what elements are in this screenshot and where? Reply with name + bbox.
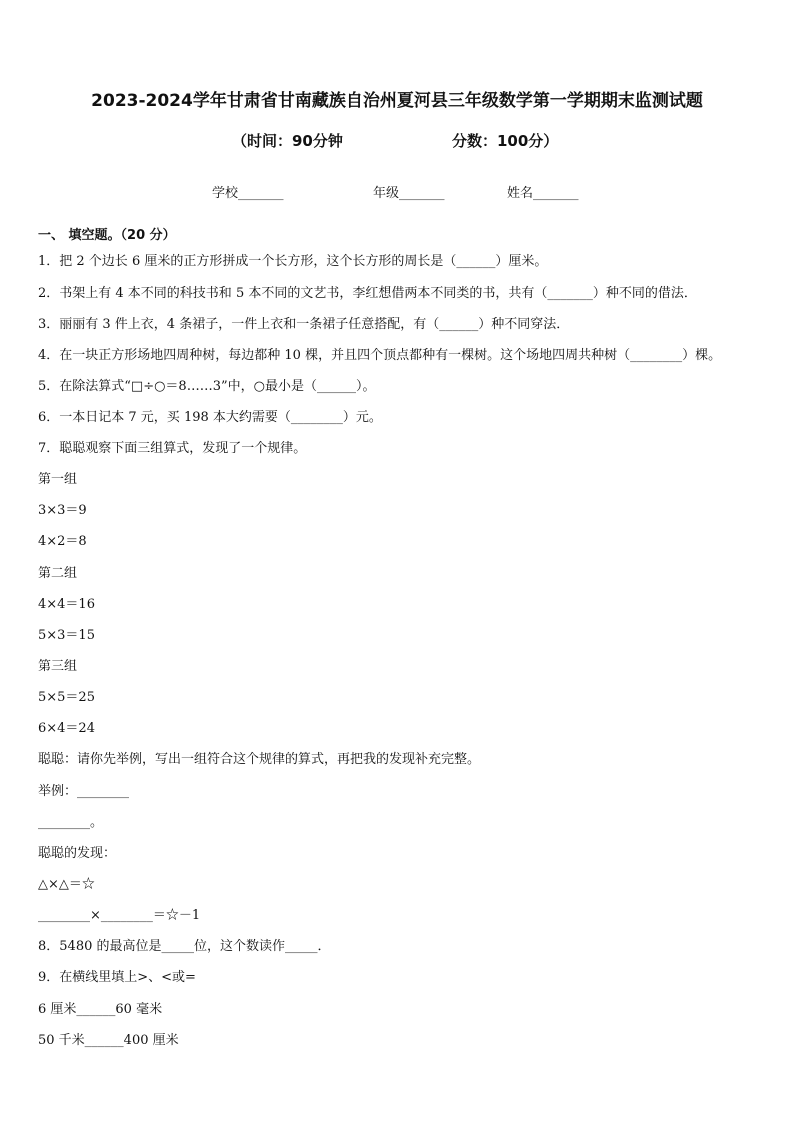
discovery-formula: ________×________＝☆－1 [38, 908, 201, 923]
question-8: 8．5480 的最高位是_____位，这个数读作_____． [38, 939, 331, 954]
equation: 6×4＝24 [38, 721, 95, 736]
group-label: 第一组 [38, 472, 78, 487]
example-line: 举例：________ [38, 784, 130, 799]
question-2: 2．书架上有 4 本不同的科技书和 5 本不同的文艺书，李红想借两本不同类的书，共有（_______）种不同的借法． [38, 286, 697, 301]
grade-field: 年级_______ [373, 186, 445, 201]
question-1: 1．把 2 个边长 6 厘米的正方形拼成一个长方形，这个长方形的周长是（______）厘米。 [38, 254, 548, 269]
question-4: 4．在一块正方形场地四周种树，每边都种 10 棵，并且四个顶点都种有一棵树。这个场地四周共种树（________）棵。 [38, 348, 722, 363]
comparison-item: 6 厘米______60 毫米 [38, 1002, 163, 1017]
question-5: 5．在除法算式“□÷○＝8……3”中，○最小是（______）。 [38, 379, 376, 394]
section-heading: 一、 填空题。（20 分） [38, 228, 176, 243]
question-3: 3．丽丽有 3 件上衣，4 条裙子，一件上衣和一条裙子任意搭配，有（______）种不同穿法． [38, 317, 570, 332]
equation: 4×2＝8 [38, 534, 87, 549]
school-field: 学校_______ [212, 186, 284, 201]
question-7: 7．聪聪观察下面三组算式，发现了一个规律。 [38, 441, 307, 456]
name-field: 姓名_______ [507, 186, 579, 201]
equation: 3×3＝9 [38, 503, 87, 518]
comparison-item: 50 千米______400 厘米 [38, 1033, 179, 1048]
equation: 5×3＝15 [38, 628, 95, 643]
equation: 5×5＝25 [38, 690, 95, 705]
question-9: 9．在横线里填上>、<或= [38, 970, 196, 985]
group-label: 第三组 [38, 659, 78, 674]
group-label: 第二组 [38, 566, 78, 581]
example-line: ________。 [38, 815, 104, 830]
equation: 4×4＝16 [38, 597, 95, 612]
exam-time: （时间：90分钟 [232, 132, 343, 150]
instruction: 聪聪：请你先举例，写出一组符合这个规律的算式，再把我的发现补充完整。 [38, 752, 481, 767]
discovery-formula: △×△＝☆ [38, 877, 95, 892]
question-6: 6．一本日记本 7 元，买 198 本大约需要（________）元。 [38, 410, 382, 425]
exam-title: 2023-2024学年甘肃省甘南藏族自治州夏河县三年级数学第一学期期末监测试题 [91, 91, 703, 111]
exam-score: 分数：100分） [452, 132, 559, 150]
discovery-label: 聪聪的发现： [38, 846, 117, 861]
